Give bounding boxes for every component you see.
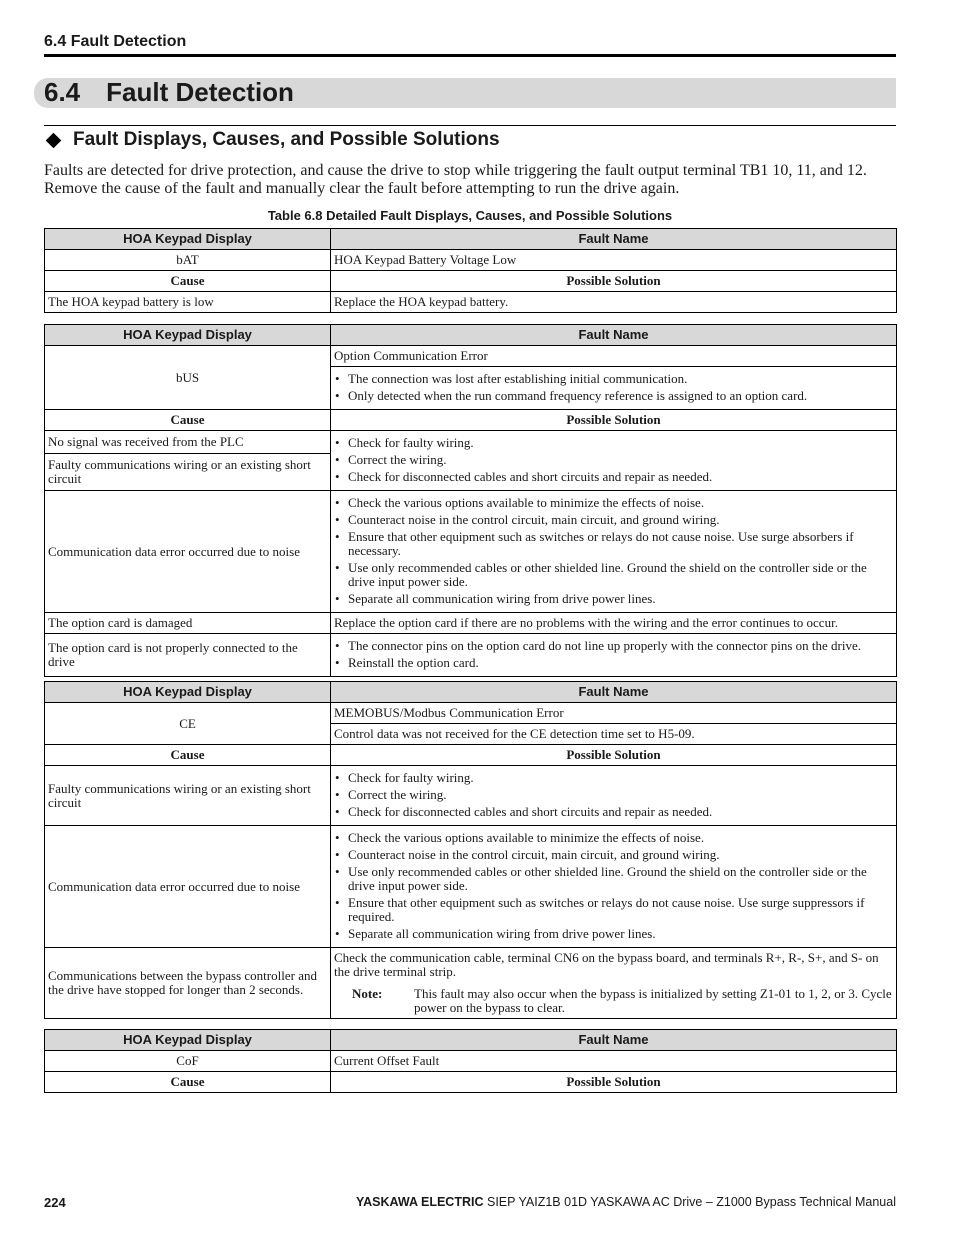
cause-cell: Faulty communications wiring or an existing short circuit (45, 766, 331, 826)
cause-header: Cause (45, 410, 331, 431)
solution-header: Possible Solution (331, 410, 897, 431)
list-item: • Use only recommended cables or other shielded line. Ground the shield on the controller side or the drive input power side. (334, 561, 893, 589)
table-row (45, 826, 897, 948)
table-row (45, 410, 897, 431)
list-item: • Check the various options available to minimize the effects of noise. (334, 496, 893, 510)
cause-cell: The option card is damaged (45, 613, 331, 634)
list-item: • Correct the wiring. (334, 788, 893, 802)
table-row (45, 1051, 897, 1072)
page-number: 224 (44, 1195, 66, 1210)
display-header: HOA Keypad Display (45, 325, 331, 346)
footer-document-title (356, 1195, 896, 1209)
solution-cell: Replace the option card if there are no problems with the wiring and the error continues to occur. (331, 613, 897, 634)
solution-cell (331, 431, 897, 491)
list-item: • Separate all communication wiring from drive power lines. (334, 592, 893, 606)
table-row (45, 1072, 897, 1093)
list-item: • Use only recommended cables or other shielded line. Ground the shield on the controller side or the drive input power side. (334, 865, 893, 893)
diamond-bullet-icon (46, 132, 62, 148)
list-item: • Check for faulty wiring. (334, 436, 893, 450)
cause-cell: Communication data error occurred due to noise (45, 491, 331, 613)
display-header: HOA Keypad Display (45, 1030, 331, 1051)
note (334, 987, 893, 1015)
table-row (45, 491, 897, 613)
fault-name-header: Fault Name (331, 1030, 897, 1051)
note-label: Note: (352, 986, 383, 1001)
cause-cell: The option card is not properly connected to the drive (45, 634, 331, 677)
table-row (45, 634, 897, 677)
list-item: • Check for disconnected cables and short circuits and repair as needed. (334, 805, 893, 819)
solution-header: Possible Solution (331, 745, 897, 766)
table-row (45, 325, 897, 346)
list-item: • Check for disconnected cables and short circuits and repair as needed. (334, 470, 893, 484)
display-header: HOA Keypad Display (45, 682, 331, 703)
subsection-title: Fault Displays, Causes, and Possible Solutions (73, 129, 500, 150)
keypad-display-code: CoF (45, 1051, 331, 1072)
list-item: • Only detected when the run command frequency reference is assigned to an option card. (334, 389, 893, 403)
cause-cell: Faulty communications wiring or an existing short circuit (45, 453, 331, 491)
solution-cell (331, 634, 897, 677)
fault-name-header: Fault Name (331, 325, 897, 346)
table-row (45, 613, 897, 634)
table-row (45, 271, 897, 292)
solution-text: Check the communication cable, terminal CN6 on the bypass board, and terminals R+, R-, S+, and S- on the drive terminal strip. (334, 950, 879, 979)
list-item: • Check for faulty wiring. (334, 771, 893, 785)
intro-paragraph: Faults are detected for drive protection, and cause the drive to stop while triggering the fault output terminal TB1 10, 11, and 12. Remove the cause of the fault and manually clear the fault before attempting to run the drive again. (44, 162, 867, 197)
fault-table-bus (44, 324, 897, 677)
cause-cell: No signal was received from the PLC (45, 431, 331, 454)
solution-cell (331, 948, 897, 1019)
table-row (45, 292, 897, 313)
cause-header: Cause (45, 1072, 331, 1093)
header-rule (44, 54, 896, 57)
fault-name-header: Fault Name (331, 229, 897, 250)
fault-details: Control data was not received for the CE detection time set to H5-09. (331, 724, 897, 745)
fault-name-header: Fault Name (331, 682, 897, 703)
keypad-display-code: bAT (45, 250, 331, 271)
list-item: • Ensure that other equipment such as switches or relays do not cause noise. Use surge absorbers if necessary. (334, 530, 893, 558)
fault-name: Current Offset Fault (331, 1051, 897, 1072)
table-row (45, 703, 897, 724)
list-item: • Counteract noise in the control circuit, main circuit, and ground wiring. (334, 848, 893, 862)
solution-cell (331, 766, 897, 826)
fault-details (331, 367, 897, 410)
footer-doc: SIEP YAIZ1B 01D YASKAWA AC Drive – Z1000 Bypass Technical Manual (483, 1195, 896, 1209)
cause-header: Cause (45, 271, 331, 292)
solution-cell: Replace the HOA keypad battery. (331, 292, 897, 313)
section-rule (44, 125, 896, 126)
section-title: 6.4 Fault Detection (44, 77, 294, 107)
table-row (45, 250, 897, 271)
table-row (45, 229, 897, 250)
fault-table-cof (44, 1029, 897, 1093)
table-row (45, 682, 897, 703)
table-caption: Table 6.8 Detailed Fault Displays, Causes, and Possible Solutions (267, 208, 673, 223)
table-row (45, 346, 897, 367)
table-row (45, 745, 897, 766)
list-item: • The connector pins on the option card do not line up properly with the connector pins on the drive. (334, 639, 893, 653)
list-item: • The connection was lost after establishing initial communication. (334, 372, 893, 386)
fault-table-ce (44, 681, 897, 1019)
fault-name: HOA Keypad Battery Voltage Low (331, 250, 897, 271)
list-item: • Reinstall the option card. (334, 656, 893, 670)
running-head: 6.4 Fault Detection (44, 33, 187, 50)
cause-header: Cause (45, 745, 331, 766)
solution-cell (331, 491, 897, 613)
keypad-display-code: bUS (45, 346, 331, 410)
list-item: • Ensure that other equipment such as switches or relays do not cause noise. Use surge suppressors if required. (334, 896, 893, 924)
fault-table-bat (44, 228, 897, 313)
list-item: • Check the various options available to minimize the effects of noise. (334, 831, 893, 845)
solution-header: Possible Solution (331, 271, 897, 292)
solution-header: Possible Solution (331, 1072, 897, 1093)
cause-cell: Communications between the bypass controller and the drive have stopped for longer than 2 seconds. (45, 948, 331, 1019)
subsection-heading (44, 129, 500, 151)
cause-cell: The HOA keypad battery is low (45, 292, 331, 313)
table-row (45, 431, 897, 454)
list-item: • Separate all communication wiring from drive power lines. (334, 927, 893, 941)
solution-cell (331, 826, 897, 948)
cause-cell: Communication data error occurred due to noise (45, 826, 331, 948)
table-row (45, 948, 897, 1019)
list-item: • Counteract noise in the control circuit, main circuit, and ground wiring. (334, 513, 893, 527)
table-row (45, 1030, 897, 1051)
display-header: HOA Keypad Display (45, 229, 331, 250)
table-row (45, 766, 897, 826)
keypad-display-code: CE (45, 703, 331, 745)
fault-name: MEMOBUS/Modbus Communication Error (331, 703, 897, 724)
footer-brand: YASKAWA ELECTRIC (355, 1195, 484, 1209)
fault-name: Option Communication Error (331, 346, 897, 367)
note-text: This fault may also occur when the bypass is initialized by setting Z1-01 to 1, 2, or 3. Cycle power on the bypass to clear. (414, 986, 892, 1015)
list-item: • Correct the wiring. (334, 453, 893, 467)
